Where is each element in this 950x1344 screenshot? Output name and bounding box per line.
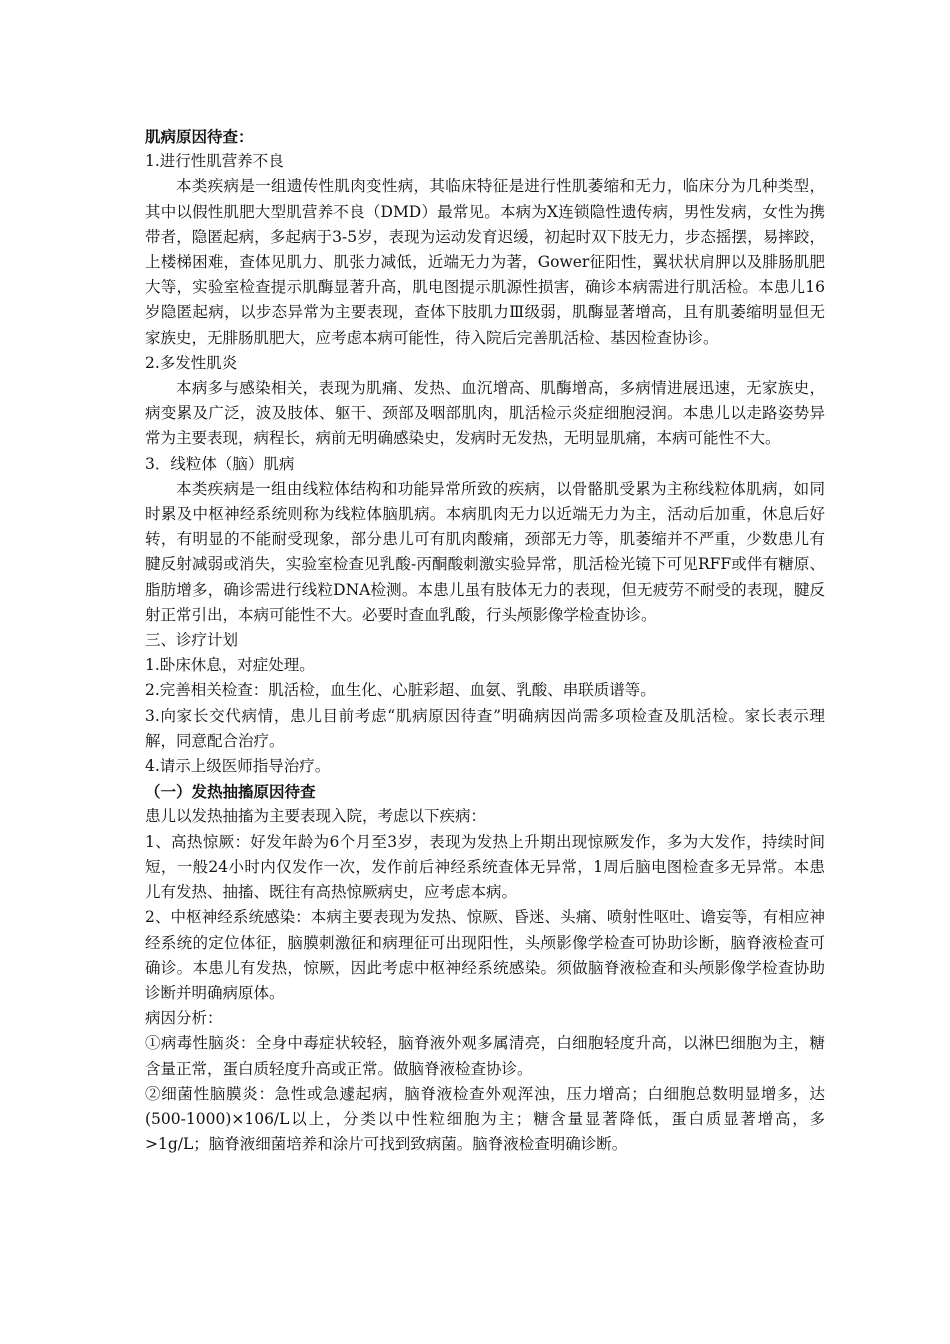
plan-item-1: 1.卧床休息，对症处理。: [145, 656, 315, 675]
section-1-title: 1.进行性肌营养不良: [145, 152, 284, 171]
document-page: [145, 124, 825, 1157]
section-2-title: 2.多发性肌炎: [145, 353, 238, 372]
etiology-item-2: ②细菌性脑膜炎：急性或急遽起病，脑脊液检查外观浑浊，压力增高；白细胞总数明显增多，达(500-1000)×106/L以上，分类以中性粒细胞为主；糖含量显著降低，蛋白质显著增高，多>1g/L；脑脊液细菌培养和涂片可找到致病菌。脑脊液检查明确诊断。: [145, 1084, 825, 1154]
fever-intro: 患儿以发热抽搐为主要表现入院，考虑以下疾病：: [145, 807, 487, 826]
fever-title: （一）发热抽搐原因待查: [145, 782, 316, 802]
etiology-item-1: ①病毒性脑炎：全身中毒症状较轻，脑脊液外观多属清亮，白细胞轻度升高，以淋巴细胞为主，糖含量正常，蛋白质轻度升高或正常。做脑脊液检查协诊。: [145, 1034, 825, 1078]
plan-item-4: 4.请示上级医师指导治疗。: [145, 757, 331, 776]
fever-item-1: 1、高热惊厥：好发年龄为6个月至3岁，表现为发热上升期出现惊厥发作，多为大发作，持续时间短，一般24小时内仅发作一次，发作前后神经系统查体无异常，1周后脑电图检查多无异常。本患儿有发热、抽搐、既往有高热惊厥病史，应考虑本病。: [145, 832, 825, 902]
plan-item-3: 3.向家长交代病情，患儿目前考虑“肌病原因待查”明确病因尚需多项检查及肌活检。家长表示理解，同意配合治疗。: [145, 706, 825, 750]
plan-title: 三、诊疗计划: [145, 631, 239, 650]
plan-item-2: 2.完善相关检查：肌活检，血生化、心脏彩超、血氨、乳酸、串联质谱等。: [145, 681, 656, 700]
heading-myopathy: 肌病原因待查：: [145, 127, 254, 146]
fever-item-2: 2、中枢神经系统感染：本病主要表现为发热、惊厥、昏迷、头痛、喷射性呕吐、谵妄等，有相应神经系统的定位体征，脑膜刺激征和病理征可出现阳性，头颅影像学检查可协助诊断，脑脊液检查可确诊。本患儿有发热，惊厥，因此考虑中枢神经系统感染。须做脑脊液检查和头颅影像学检查协助诊断并明确病原体。: [145, 908, 825, 1002]
section-3-title: 3．线粒体（脑）肌病: [145, 454, 295, 473]
section-1-body: 本类疾病是一组遗传性肌肉变性病，其临床特征是进行性肌萎缩和无力，临床分为几种类型，其中以假性肌肥大型肌营养不良（DMD）最常见。本病为X连锁隐性遗传病，男性发病，女性为携带者，隐匿起病，多起病于3-5岁，表现为运动发育迟缓，初起时双下肢无力，步态摇摆，易摔跤，上楼梯困难，查体见肌力、肌张力减低，近端无力为著，Gower征阳性，翼状状肩胛以及腓肠肌肥大等，实验室检查提示肌酶显著升高，肌电图提示肌源性损害，确诊本病需进行肌活检。本患儿16岁隐匿起病，以步态异常为主要表现，查体下肢肌力Ⅲ级弱，肌酶显著增高，且有肌萎缩明显但无家族史，无腓肠肌肥大，应考虑本病可能性，待入院后完善肌活检、基因检查协诊。: [145, 177, 825, 347]
etiology-title: 病因分析：: [145, 1009, 223, 1028]
section-3-body: 本类疾病是一组由线粒体结构和功能异常所致的疾病，以骨骼肌受累为主称线粒体肌病，如同时累及中枢神经系统则称为线粒体脑肌病。本病肌肉无力以近端无力为主，活动后加重，休息后好转，有明显的不能耐受现象，部分患儿可有肌肉酸痛，颈部无力等，肌萎缩并不严重，少数患儿有腱反射减弱或消失，实验室检查见乳酸-丙酮酸刺激实验异常，肌活检光镜下可见RFF或伴有糖原、脂肪增多，确诊需进行线粒DNA检测。本患儿虽有肢体无力的表现，但无疲劳不耐受的表现，腱反射正常引出，本病可能性不大。必要时查血乳酸，行头颅影像学检查协诊。: [145, 479, 825, 624]
section-2-body: 本病多与感染相关，表现为肌痛、发热、血沉增高、肌酶增高，多病情进展迅速，无家族史，病变累及广泛，波及肢体、躯干、颈部及咽部肌肉，肌活检示炎症细胞浸润。本患儿以走路姿势异常为主要表现，病程长，病前无明确感染史，发病时无发热，无明显肌痛，本病可能性不大。: [145, 379, 825, 448]
